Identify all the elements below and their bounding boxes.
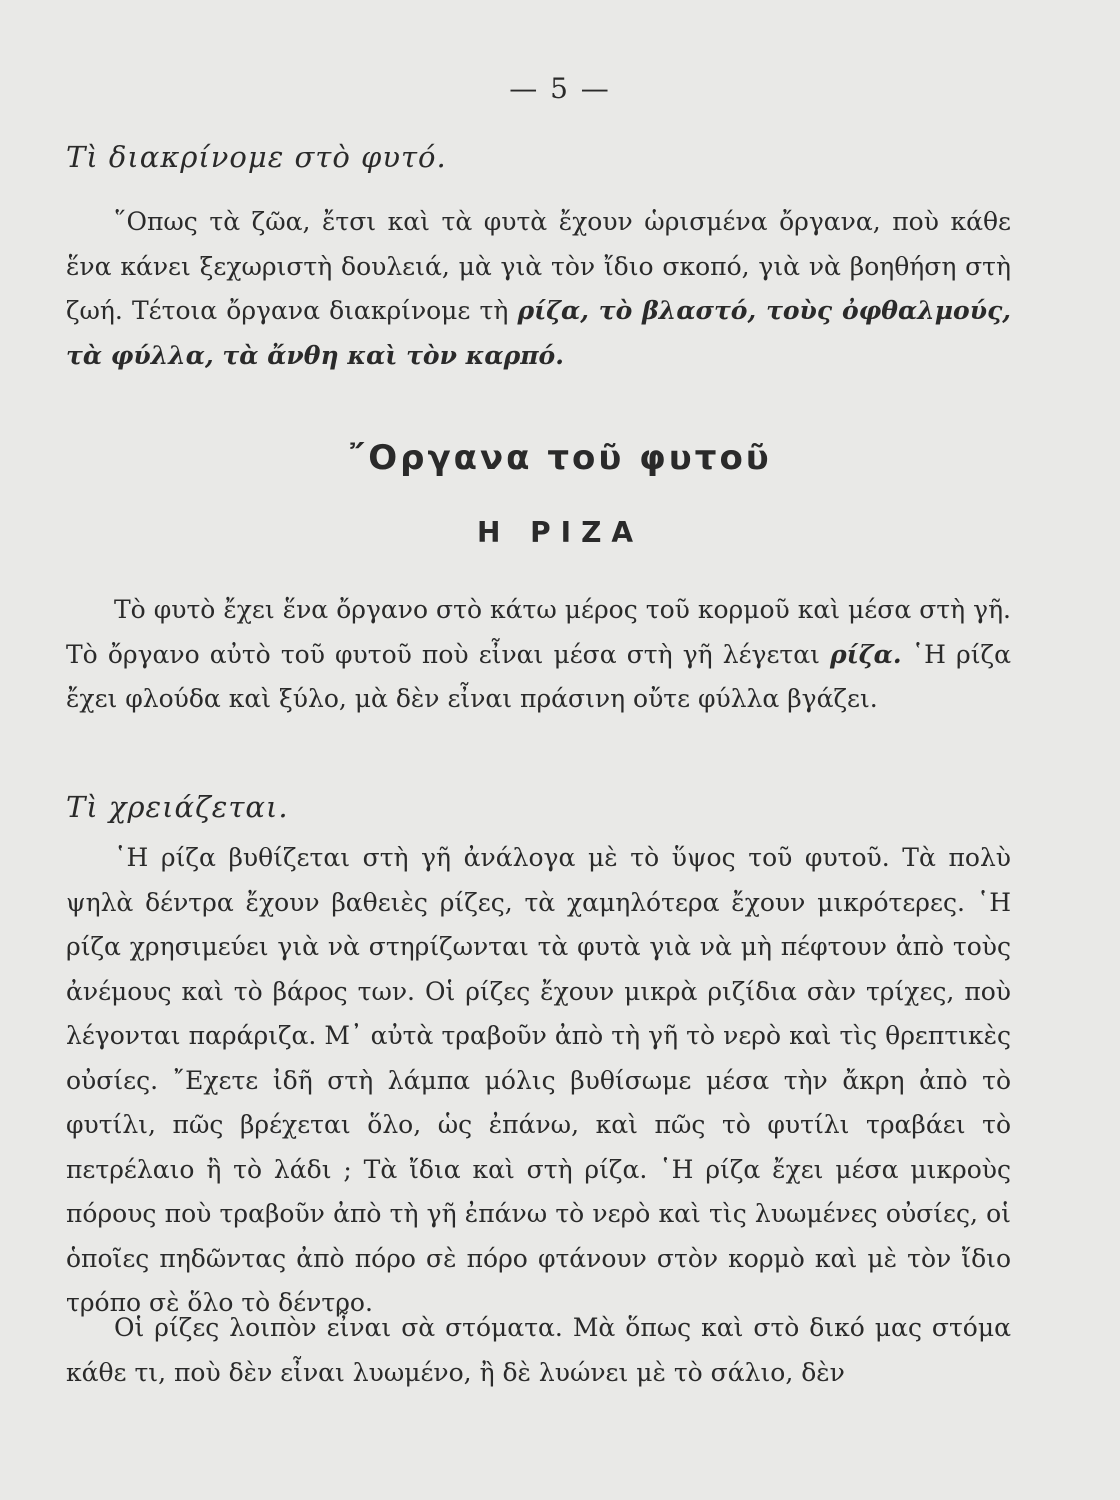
chapter-title-plant-organs: ῎Οργανα τοῦ φυτοῦ [348, 438, 772, 478]
root-definition-text-cont: ῾Η ρίζα ἔχει φλούδα καὶ ξύλο, μὰ δὲν εἶναι πράσινη οὔτε φύλλα βγάζει. [66, 639, 1011, 713]
root-function-text: ῾Η ρίζα βυθίζεται στὴ γῆ ἀνάλογα μὲ τὸ ὕψος τοῦ φυτοῦ. Τὰ πολὺ ψηλὰ δέντρα ἔχουν βαθειὲς ρίζες, τὰ χαμηλότερα ἔχουν μικρότερες. ῾Η ρίζα χρησιμεύει γιὰ νὰ στηρίζωνται τὰ φυτὰ γιὰ νὰ μὴ πέφτουν ἀπὸ τοὺς ἀνέμους καὶ τὸ βάρος των. Οἱ ρίζες ἔχουν μικρὰ ριζίδια σὰν τρίχες, ποὺ λέγονται παράριζα. Μ᾿ αὐτὰ τραβοῦν ἀπὸ τὴ γῆ τὸ νερὸ καὶ τὶς θρεπτικὲς οὐσίες. ῎Εχετε ἰδῆ στὴ λάμπα μόλις βυθίσωμε μέσα τὴν ἄκρη ἀπὸ τὸ φυτίλι, πῶς βρέχεται ὅλο, ὡς ἐπάνω, καὶ πῶς τὸ φυτίλι τραβάει τὸ πετρέλαιο ἢ τὸ λάδι ; Τὰ ἴδια καὶ στὴ ρίζα. ῾Η ρίζα ἔχει μέσα μικροὺς πόρους ποὺ τραβοῦν ἀπὸ τὴ γῆ ἐπάνω τὸ νερὸ καὶ τὶς λυωμένες οὐσίες, οἱ ὁποῖες πηδῶντας ἀπὸ πόρο σὲ πόρο φτάνουν στὸν κορμὸ καὶ μὲ τὸν ἴδιο τρόπο σὲ ὅλο τὸ δέντρο. [66, 843, 1011, 1317]
paragraph-text [66, 200, 1011, 378]
root-term-emphasis: ρίζα. [830, 639, 902, 669]
page-number: — 5 — [509, 72, 611, 105]
roots-mouths-text: Οἱ ρίζες λοιπὸν εἶναι σὰ στόματα. Μὰ ὅπως καὶ στὸ δικό μας στόμα κάθε τι, ποὺ δὲν εἶναι λυωμένο, ἢ δὲ λυώνει μὲ τὸ σάλιο, δὲν [66, 1313, 1011, 1387]
section-heading-distinguish: Τὶ διακρίνομε στὸ φυτό. [66, 140, 447, 174]
paragraph-organs-intro [66, 200, 1011, 378]
paragraph-root-definition [66, 588, 1011, 722]
paragraph-text [66, 588, 1011, 722]
paragraph-roots-mouths [66, 1306, 1011, 1395]
root-definition-text: Τὸ φυτὸ ἔχει ἕνα ὄργανο στὸ κάτω μέρος τοῦ κορμοῦ καὶ μέσα στὴ γῆ. Τὸ ὄργανο αὐτὸ τοῦ φυτοῦ ποὺ εἶναι μέσα στὴ γῆ λέγεται [66, 595, 1011, 669]
subtitle-root: Η ΡΙΖΑ [476, 516, 644, 549]
organs-list-emphasis: ρίζα, τὸ βλαστό, τοὺς ὀφθαλμούς, τὰ φύλλα, τὰ ἄνθη καὶ τὸν καρπό. [66, 296, 1011, 370]
paragraph-root-function [66, 836, 1011, 1326]
section-heading-needs: Τὶ χρειάζεται. [66, 790, 289, 824]
organs-intro-text: ῞Οπως τὰ ζῶα, ἔτσι καὶ τὰ φυτὰ ἔχουν ὡρισμένα ὄργανα, ποὺ κάθε ἕνα κάνει ξεχωριστὴ δουλειά, μὰ γιὰ τὸν ἴδιο σκοπό, γιὰ νὰ βοηθήση στὴ ζωή. Τέτοια ὄργανα διακρίνομε τὴ [66, 207, 1011, 325]
